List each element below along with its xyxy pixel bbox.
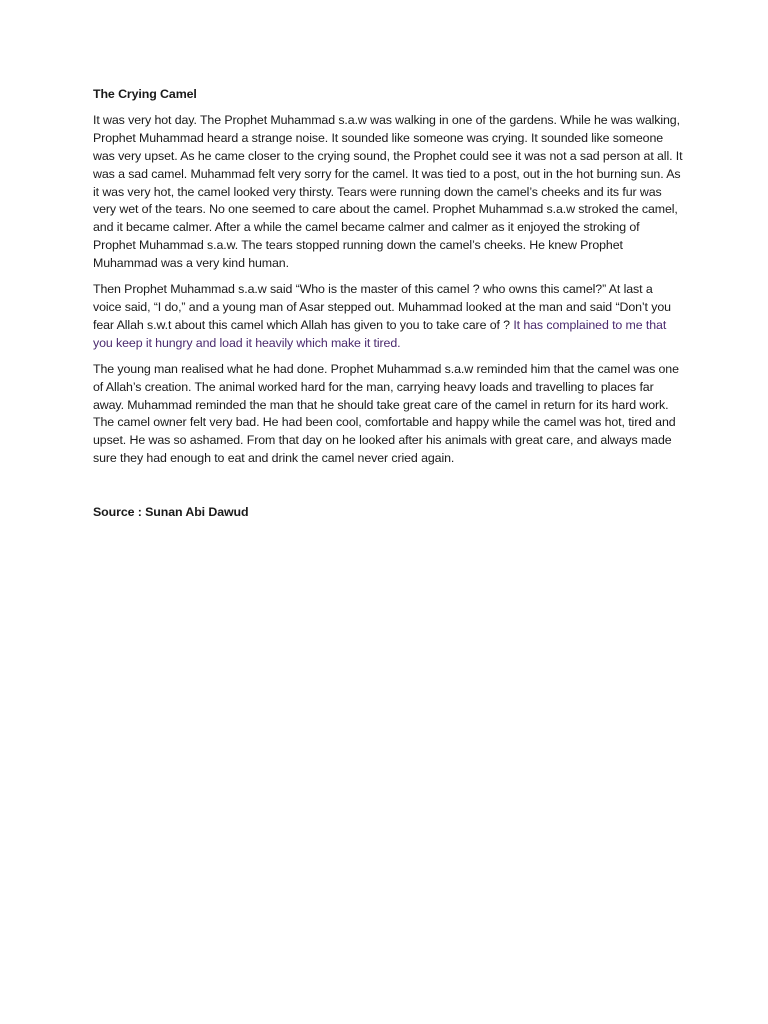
paragraph-1: It was very hot day. The Prophet Muhammad s.a.w was walking in one of the gardens. While he was walking, Prophet Muhammad heard a strange noise. It sounded like someone was crying. It sounded like someone was very upset. As he came closer to the crying sound, the Prophet could see it was not a sad person at all. It was a sad camel. Muhammad felt very sorry for the camel. It was tied to a post, out in the hot burning sun. As it was very hot, the camel looked very thirsty. Tears were running down the camel’s cheeks and its fur was very wet of the tears. No one seemed to care about the camel. Prophet Muhammad s.a.w stroked the camel, and it became calmer. After a while the camel became calmer and calmer as it enjoyed the stroking of Prophet Muhammad s.a.w. The tears stopped running down the camel’s cheeks. He knew Prophet Muhammad was a very kind human. [93,112,683,271]
paragraph-2-text: Then Prophet Muhammad s.a.w said “Who is the master of this camel ? who owns this camel?” At last a voice said, “I do,” and a young man of Asar stepped out. Muhammad looked at the man and said “Don’t you fear Allah s.w.t about this camel which Allah has given to you to take care of ? [93,282,671,332]
document-page [93,86,683,522]
paragraph-3: The young man realised what he had done. Prophet Muhammad s.a.w reminded him that the camel was one of Allah’s creation. The animal worked hard for the man, carrying heavy loads and travelling to places far away. Muhammad reminded the man that he should take great care of the camel in return for its hard work. The camel owner felt very bad. He had been cool, comfortable and happy while the camel was hot, tired and upset. He was so ashamed. From that day on he looked after his animals with great care, and always made sure they had enough to eat and drink the camel never cried again. [93,361,679,466]
document-title: The Crying Camel [93,87,197,101]
paragraph-2 [93,281,683,353]
source-citation: Source : Sunan Abi Dawud [93,505,249,520]
paragraph-2-highlighted-text: It has complained to me that you keep it hungry and load it heavily which make it tired. [93,317,667,350]
